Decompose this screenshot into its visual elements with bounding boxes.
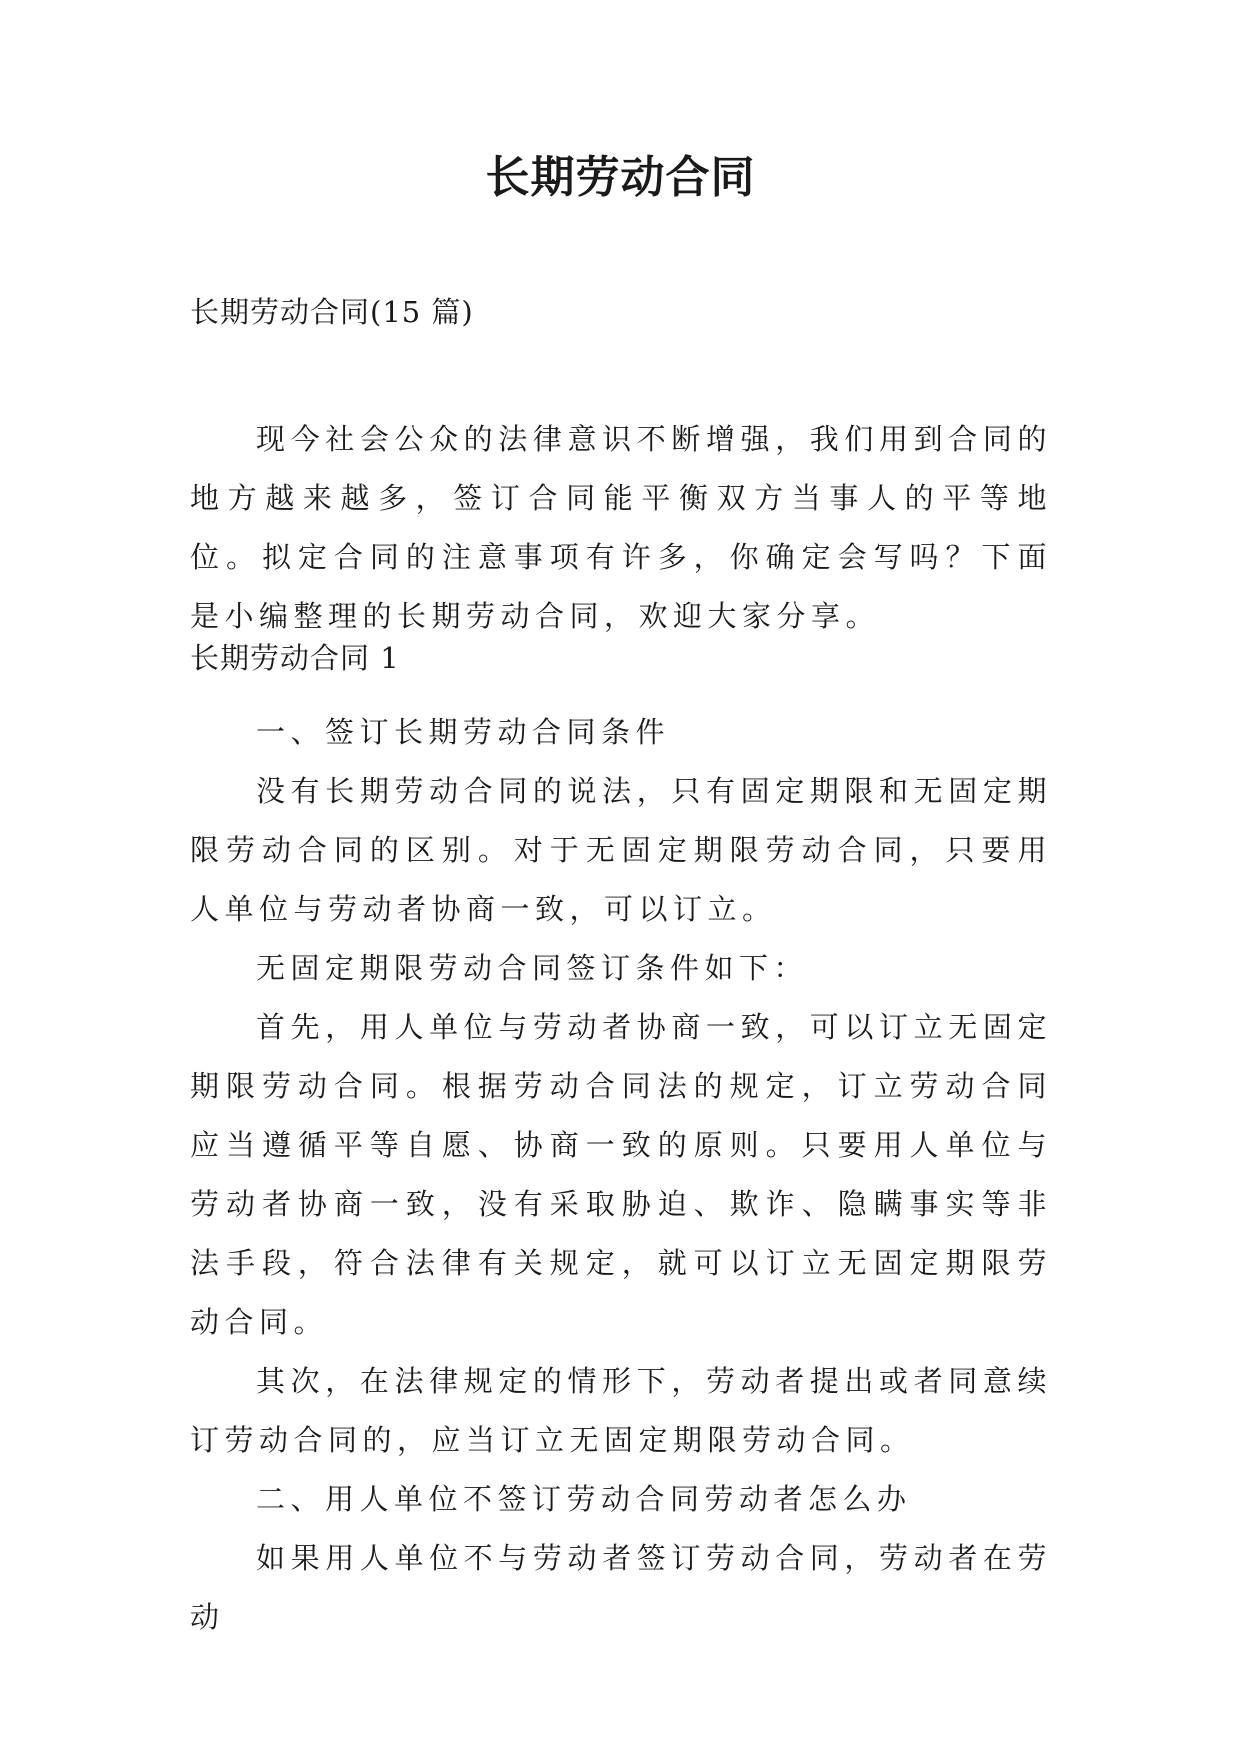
document-subtitle: 长期劳动合同(15 篇) <box>190 295 474 329</box>
document-body <box>190 641 1052 1647</box>
intro-paragraph: 现今社会公众的法律意识不断增强，我们用到合同的地方越来越多，签订合同能平衡双方当事人的平等地位。拟定合同的注意事项有许多，你确定会写吗？下面是小编整理的长期劳动合同，欢迎大家分享。 <box>190 422 1052 633</box>
body-paragraph: 其次，在法律规定的情形下，劳动者提出或者同意续订劳动合同的，应当订立无固定期限劳动合同。 <box>190 1364 1052 1457</box>
body-paragraph: 二、用人单位不签订劳动合同劳动者怎么办 <box>256 1482 912 1516</box>
body-paragraph: 如果用人单位不与劳动者签订劳动合同，劳动者在劳动 <box>190 1541 1052 1634</box>
body-paragraph: 首先，用人单位与劳动者协商一致，可以订立无固定期限劳动合同。根据劳动合同法的规定，订立劳动合同应当遵循平等自愿、协商一致的原则。只要用人单位与劳动者协商一致，没有采取胁迫、欺诈、隐瞒事实等非法手段，符合法律有关规定，就可以订立无固定期限劳动合同。 <box>190 1010 1052 1339</box>
section-heading: 长期劳动合同 1 <box>190 641 400 675</box>
body-paragraph: 一、签订长期劳动合同条件 <box>256 715 671 749</box>
body-paragraph: 无固定期限劳动合同签订条件如下： <box>256 951 809 985</box>
body-paragraph: 没有长期劳动合同的说法，只有固定期限和无固定期限劳动合同的区别。对于无固定期限劳动合同，只要用人单位与劳动者协商一致，可以订立。 <box>190 774 1052 926</box>
document-title: 长期劳动合同 <box>485 152 756 203</box>
